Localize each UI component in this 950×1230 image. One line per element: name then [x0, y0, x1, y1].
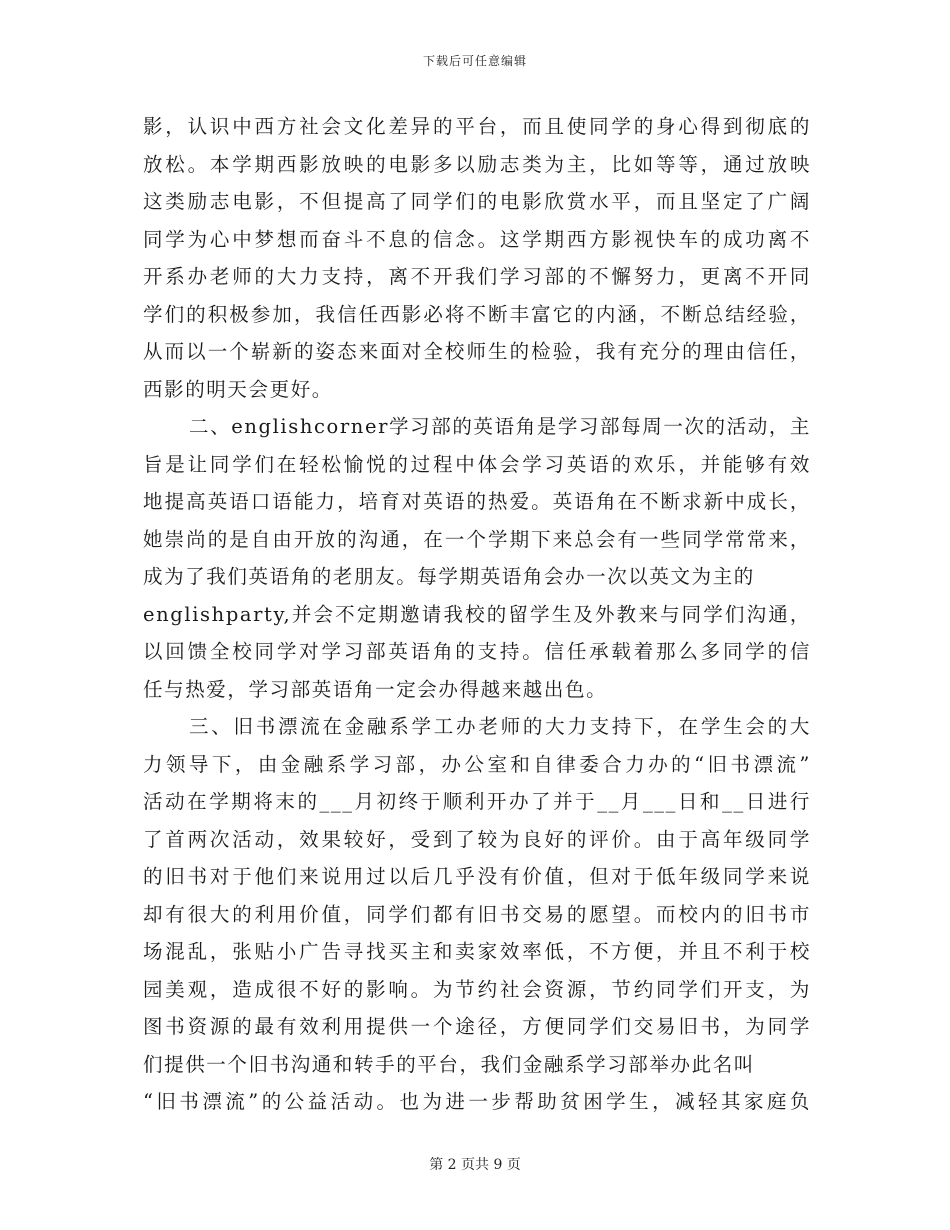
- text-line: “旧书漂流”的公益活动。也为进一步帮助贫困学生，减轻其家庭负: [143, 1090, 811, 1113]
- text-line: 图书资源的最有效利用提供一个途径，方便同学们交易旧书，为同学: [143, 1015, 811, 1038]
- text-line: 以回馈全校同学对学习部英语角的支持。信任承载着那么多同学的信: [143, 640, 811, 663]
- page-footer: 第 2 页共 9 页: [429, 1157, 521, 1173]
- text-line: 学们的积极参加，我信任西影必将不断丰富它的内涵，不断总结经验，: [143, 302, 811, 326]
- text-line: 场混乱，张贴小广告寻找买主和卖家效率低，不方便，并且不利于校: [143, 940, 811, 963]
- text-line: 力领导下，由金融系学习部，办公室和自律委合力办的“旧书漂流”: [143, 752, 811, 776]
- text-line: 旨是让同学们在轻松愉悦的过程中体会学习英语的欢乐，并能够有效: [143, 452, 811, 476]
- paragraph-old-book-drift: [143, 708, 811, 1121]
- paragraph-western-film: [143, 108, 811, 408]
- text-line: englishparty,并会不定期邀请我校的留学生及外教来与同学们沟通，: [143, 602, 811, 626]
- text-line: 地提高英语口语能力，培育对英语的热爱。英语角在不断求新中成长，: [143, 490, 811, 513]
- text-line: 园美观，造成很不好的影响。为节约社会资源，节约同学们开支，为: [143, 977, 811, 1001]
- document-body: [143, 108, 811, 1121]
- text-line: 的旧书对于他们来说用过以后几乎没有价值，但对于低年级同学来说: [143, 865, 811, 888]
- paragraph-english-corner: [143, 408, 811, 708]
- text-line: 却有很大的利用价值，同学们都有旧书交易的愿望。而校内的旧书市: [143, 902, 811, 926]
- text-line: 放松。本学期西影放映的电影多以励志类为主，比如等等，通过放映: [143, 152, 811, 176]
- text-line: 开系办老师的大力支持，离不开我们学习部的不懈努力，更离不开同: [143, 265, 811, 288]
- text-line: 三、旧书漂流在金融系学工办老师的大力支持下，在学生会的大: [189, 715, 811, 738]
- text-line: 成为了我们英语角的老朋友。每学期英语角会办一次以英文为主的: [143, 565, 755, 588]
- text-line: 们提供一个旧书沟通和转手的平台，我们金融系学习部举办此名叫: [143, 1052, 755, 1076]
- text-line: 从而以一个崭新的姿态来面对全校师生的检验，我有充分的理由信任，: [143, 340, 811, 363]
- text-line: 了首两次活动，效果较好，受到了较为良好的评价。由于高年级同学: [143, 827, 811, 851]
- text-line: 同学为心中梦想而奋斗不息的信念。这学期西方影视快车的成功离不: [143, 227, 811, 251]
- text-line: 这类励志电影，不但提高了同学们的电影欣赏水平，而且坚定了广阔: [143, 190, 811, 213]
- text-line: 西影的明天会更好。: [143, 377, 333, 401]
- text-line: 二、englishcorner学习部的英语角是学习部每周一次的活动，主: [189, 415, 812, 438]
- page-header: 下载后可任意编辑: [422, 54, 527, 68]
- text-line: 任与热爱，学习部英语角一定会办得越来越出色。: [143, 677, 608, 701]
- text-line: 影，认识中西方社会文化差异的平台，而且使同学的身心得到彻底的: [143, 115, 811, 138]
- text-line: 她崇尚的是自由开放的沟通，在一个学期下来总会有一些同学常常来，: [143, 527, 811, 551]
- text-line: 活动在学期将末的___月初终于顺利开办了并于__月___日和__日进行: [143, 790, 811, 813]
